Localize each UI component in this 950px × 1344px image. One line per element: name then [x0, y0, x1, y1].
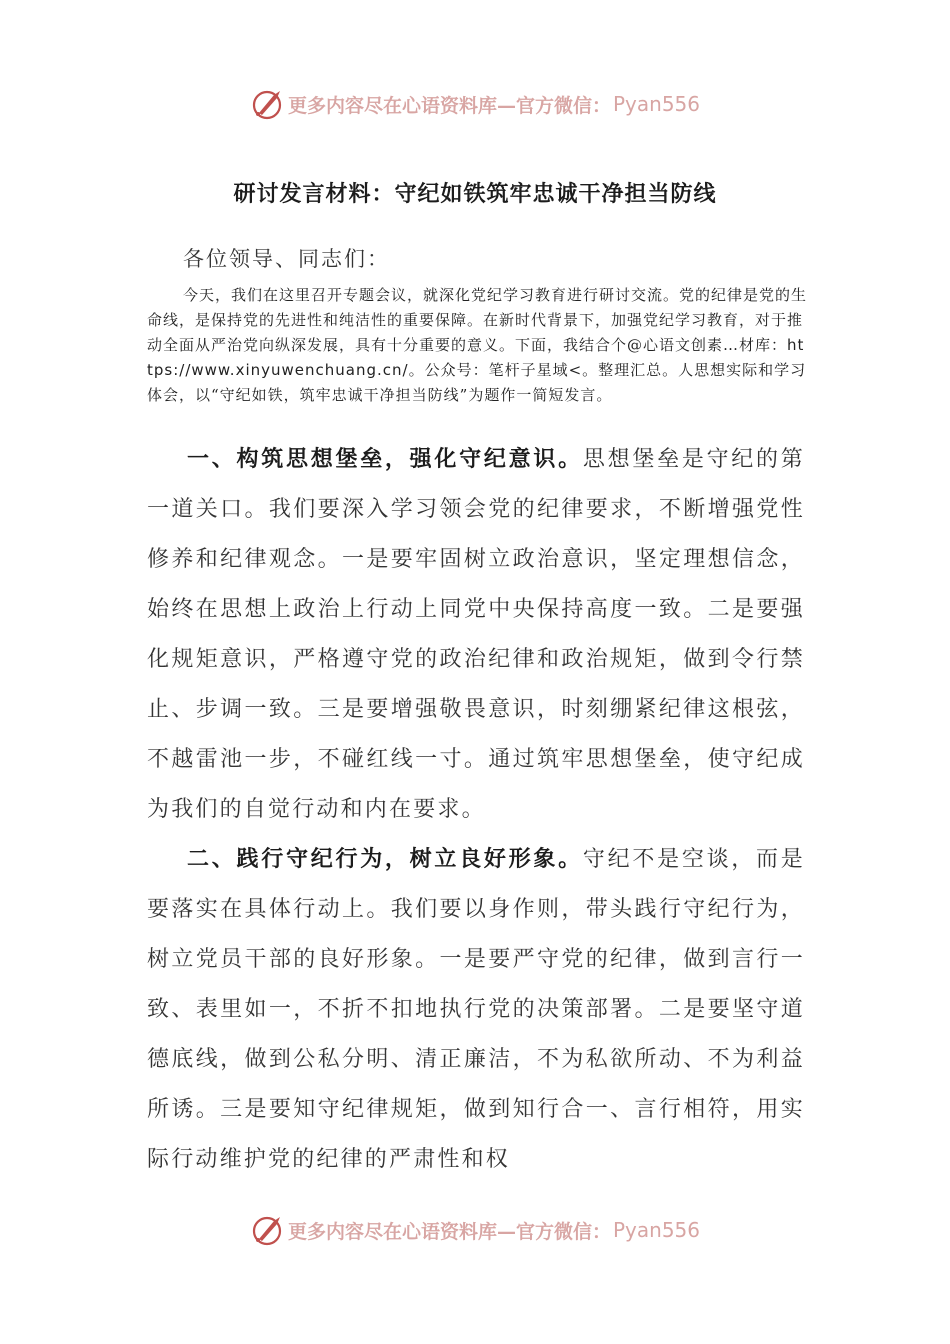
banner-text: 更多内容尽在心语资料库—官方微信：: [287, 94, 611, 117]
banner-wechat-id: Pyan556: [613, 92, 701, 116]
footer-banner: [0, 1210, 950, 1250]
footer-banner-wechat-id: Pyan556: [613, 1218, 701, 1242]
intro-text-1: 今天，我们在这里召开专题会议，就深化党纪学习教育进行研讨交流。党的纪律是党的生命线，是保持党的先进性和纯洁性的重要保障。在新时代背景下，加强党纪学习教育，对于推动全面从严治党向纵深发展，具有十分重要的意义。下面，我结合个@心语文创素…材库：: [147, 286, 808, 354]
footer-banner-text: 更多内容尽在心语资料库—官方微信：: [287, 1220, 611, 1243]
greeting: 各位领导、同志们：: [183, 247, 390, 271]
header-banner: [0, 84, 950, 124]
quill-logo-icon: [250, 87, 284, 121]
quill-logo-icon: [250, 1213, 284, 1247]
intro-url: https://www.xinyuwenchuang.cn/: [147, 336, 805, 379]
section-1-heading: 一、构筑思想堡垒，强化守纪意识。: [187, 446, 583, 472]
section-2-text: 守纪不是空谈，而是要落实在具体行动上。我们要以身作则，带头践行守纪行为，树立党员干部的良好形象。一是要严守党的纪律，做到言行一致、表里如一，不折不扣地执行党的决策部署。二是要坚守道德底线，做到公私分明、清正廉洁，不为私欲所动、不为利益所诱。三是要知守纪律规矩，做到知行合一、言行相符，用实际行动维护党的纪律的严肃性和权: [147, 847, 805, 1172]
section-2-heading: 二、践行守纪行为，树立良好形象。: [187, 846, 583, 872]
document-title: 研讨发言材料：守纪如铁筑牢忠诚干净担当防线: [233, 181, 717, 207]
intro-paragraph: [147, 283, 807, 408]
section-1-paragraph: [147, 434, 805, 835]
section-1-text: 思想堡垒是守纪的第一道关口。我们要深入学习领会党的纪律要求，不断增强党性修养和纪律观念。一是要牢固树立政治意识，坚定理想信念，始终在思想上政治上行动上同党中央保持高度一致。二是要强化规矩意识，严格遵守党的政治纪律和政治规矩，做到令行禁止、步调一致。三是要增强敬畏意识，时刻绷紧纪律这根弦，不越雷池一步，不碰红线一寸。通过筑牢思想堡垒，使守纪成为我们的自觉行动和内在要求。: [147, 447, 805, 822]
section-2-paragraph: [147, 834, 805, 1185]
intro-text-2: 。公众号：笔杆子星域<。整理汇总。人思想实际和学习体会，以“守纪如铁，筑牢忠诚干净担当防线”为题作一简短发言。: [147, 361, 807, 404]
